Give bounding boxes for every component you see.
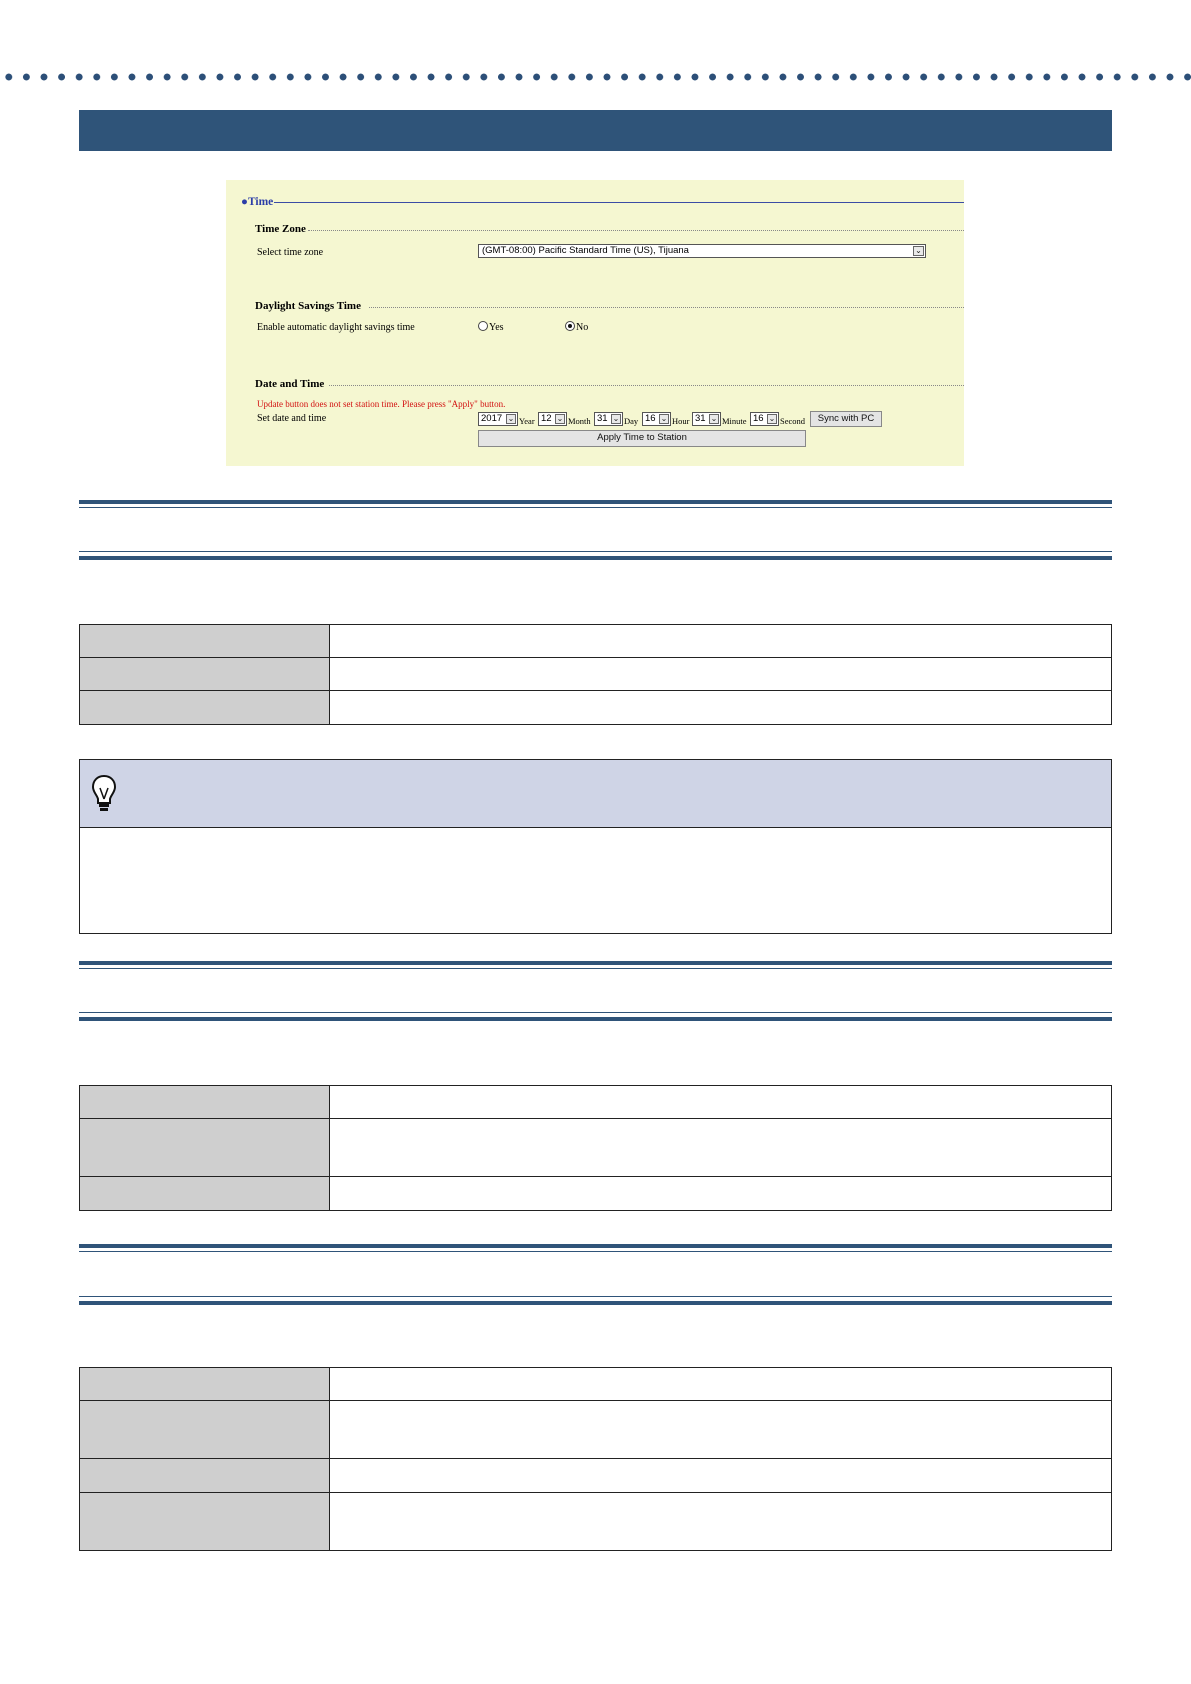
second-select[interactable] [750,412,779,426]
table-key-cell [80,1177,330,1211]
chevron-down-icon[interactable]: ⌄ [768,414,776,423]
title-bar [79,110,1112,151]
month-unit: Month [568,416,591,426]
chevron-down-icon[interactable]: ⌄ [913,246,924,256]
settings-table-2 [79,1085,1112,1211]
table-row [80,1368,1112,1401]
table-row [80,625,1112,658]
table-value-cell [330,658,1112,691]
dst-radio-no[interactable] [565,321,588,333]
time-zone-heading: Time Zone [255,223,306,235]
dst-radio-yes[interactable] [478,321,504,333]
date-time-rule [329,385,964,386]
table-key-cell [80,1493,330,1551]
table-row [80,1177,1112,1211]
date-time-label: Set date and time [257,413,327,424]
day-select[interactable] [594,412,623,426]
table-value-cell [330,625,1112,658]
time-zone-rule [308,230,964,231]
chevron-down-icon[interactable]: ⌄ [612,414,620,423]
tip-header [80,760,1111,828]
panel-title: ●Time [241,196,274,208]
table-value-cell [330,1401,1112,1459]
settings-table-3 [79,1367,1112,1551]
dst-heading: Daylight Savings Time [255,300,361,312]
time-settings-panel [226,180,964,466]
radio-unchecked-icon[interactable] [478,321,488,331]
table-value-cell [330,1177,1112,1211]
second-unit: Second [780,416,806,426]
date-time-heading: Date and Time [255,378,325,390]
dotted-border [0,73,1191,81]
table-row [80,1459,1112,1493]
month-value: 12 [541,413,552,424]
sync-with-pc-button[interactable]: Sync with PC [810,411,882,427]
dst-yes-label: Yes [489,322,504,333]
tip-box [79,759,1112,934]
table-row [80,1119,1112,1177]
radio-checked-icon[interactable] [565,321,575,331]
apply-time-button[interactable]: Apply Time to Station [478,430,806,447]
section-rule-bottom [79,551,1112,560]
table-key-cell [80,1119,330,1177]
chevron-down-icon[interactable]: ⌄ [556,414,564,423]
table-row [80,658,1112,691]
section-rule-bottom [79,1296,1112,1305]
table-value-cell [330,1368,1112,1401]
year-value: 2017 [481,413,503,424]
table-key-cell [80,1086,330,1119]
time-zone-select[interactable] [478,244,926,258]
hour-value: 16 [645,413,656,424]
settings-table-1 [79,624,1112,725]
table-value-cell [330,691,1112,725]
dst-rule [369,307,964,308]
chevron-down-icon[interactable]: ⌄ [660,414,668,423]
day-unit: Day [624,416,639,426]
table-value-cell [330,1119,1112,1177]
table-value-cell [330,1459,1112,1493]
section-rule-bottom [79,1012,1112,1021]
dst-label: Enable automatic daylight savings time [257,322,415,333]
time-zone-selected-value: (GMT-08:00) Pacific Standard Time (US), Tijuana [482,245,689,256]
section-rule-top [79,961,1112,965]
table-value-cell [330,1086,1112,1119]
minute-select[interactable] [692,412,721,426]
table-row [80,1401,1112,1459]
second-value: 16 [753,413,764,424]
table-key-cell [80,1401,330,1459]
year-select[interactable] [478,412,518,426]
hour-unit: Hour [672,416,690,426]
table-row [80,1493,1112,1551]
minute-value: 31 [695,413,706,424]
panel-title-rule [274,202,964,203]
minute-unit: Minute [722,416,747,426]
table-key-cell [80,1459,330,1493]
chevron-down-icon[interactable]: ⌄ [710,414,718,423]
lightbulb-icon [91,774,117,814]
day-value: 31 [597,413,608,424]
month-select[interactable] [538,412,567,426]
warning-text: Update button does not set station time. Please press "Apply" button. [257,399,506,409]
table-row [80,691,1112,725]
section-rule-top [79,1244,1112,1248]
dst-no-label: No [576,322,589,333]
time-zone-label: Select time zone [257,247,324,258]
chevron-down-icon[interactable]: ⌄ [507,414,515,423]
table-key-cell [80,658,330,691]
table-key-cell [80,625,330,658]
section-rule-top [79,500,1112,504]
year-unit: Year [519,416,535,426]
table-row [80,1086,1112,1119]
table-value-cell [330,1493,1112,1551]
table-key-cell [80,1368,330,1401]
hour-select[interactable] [642,412,671,426]
table-key-cell [80,691,330,725]
